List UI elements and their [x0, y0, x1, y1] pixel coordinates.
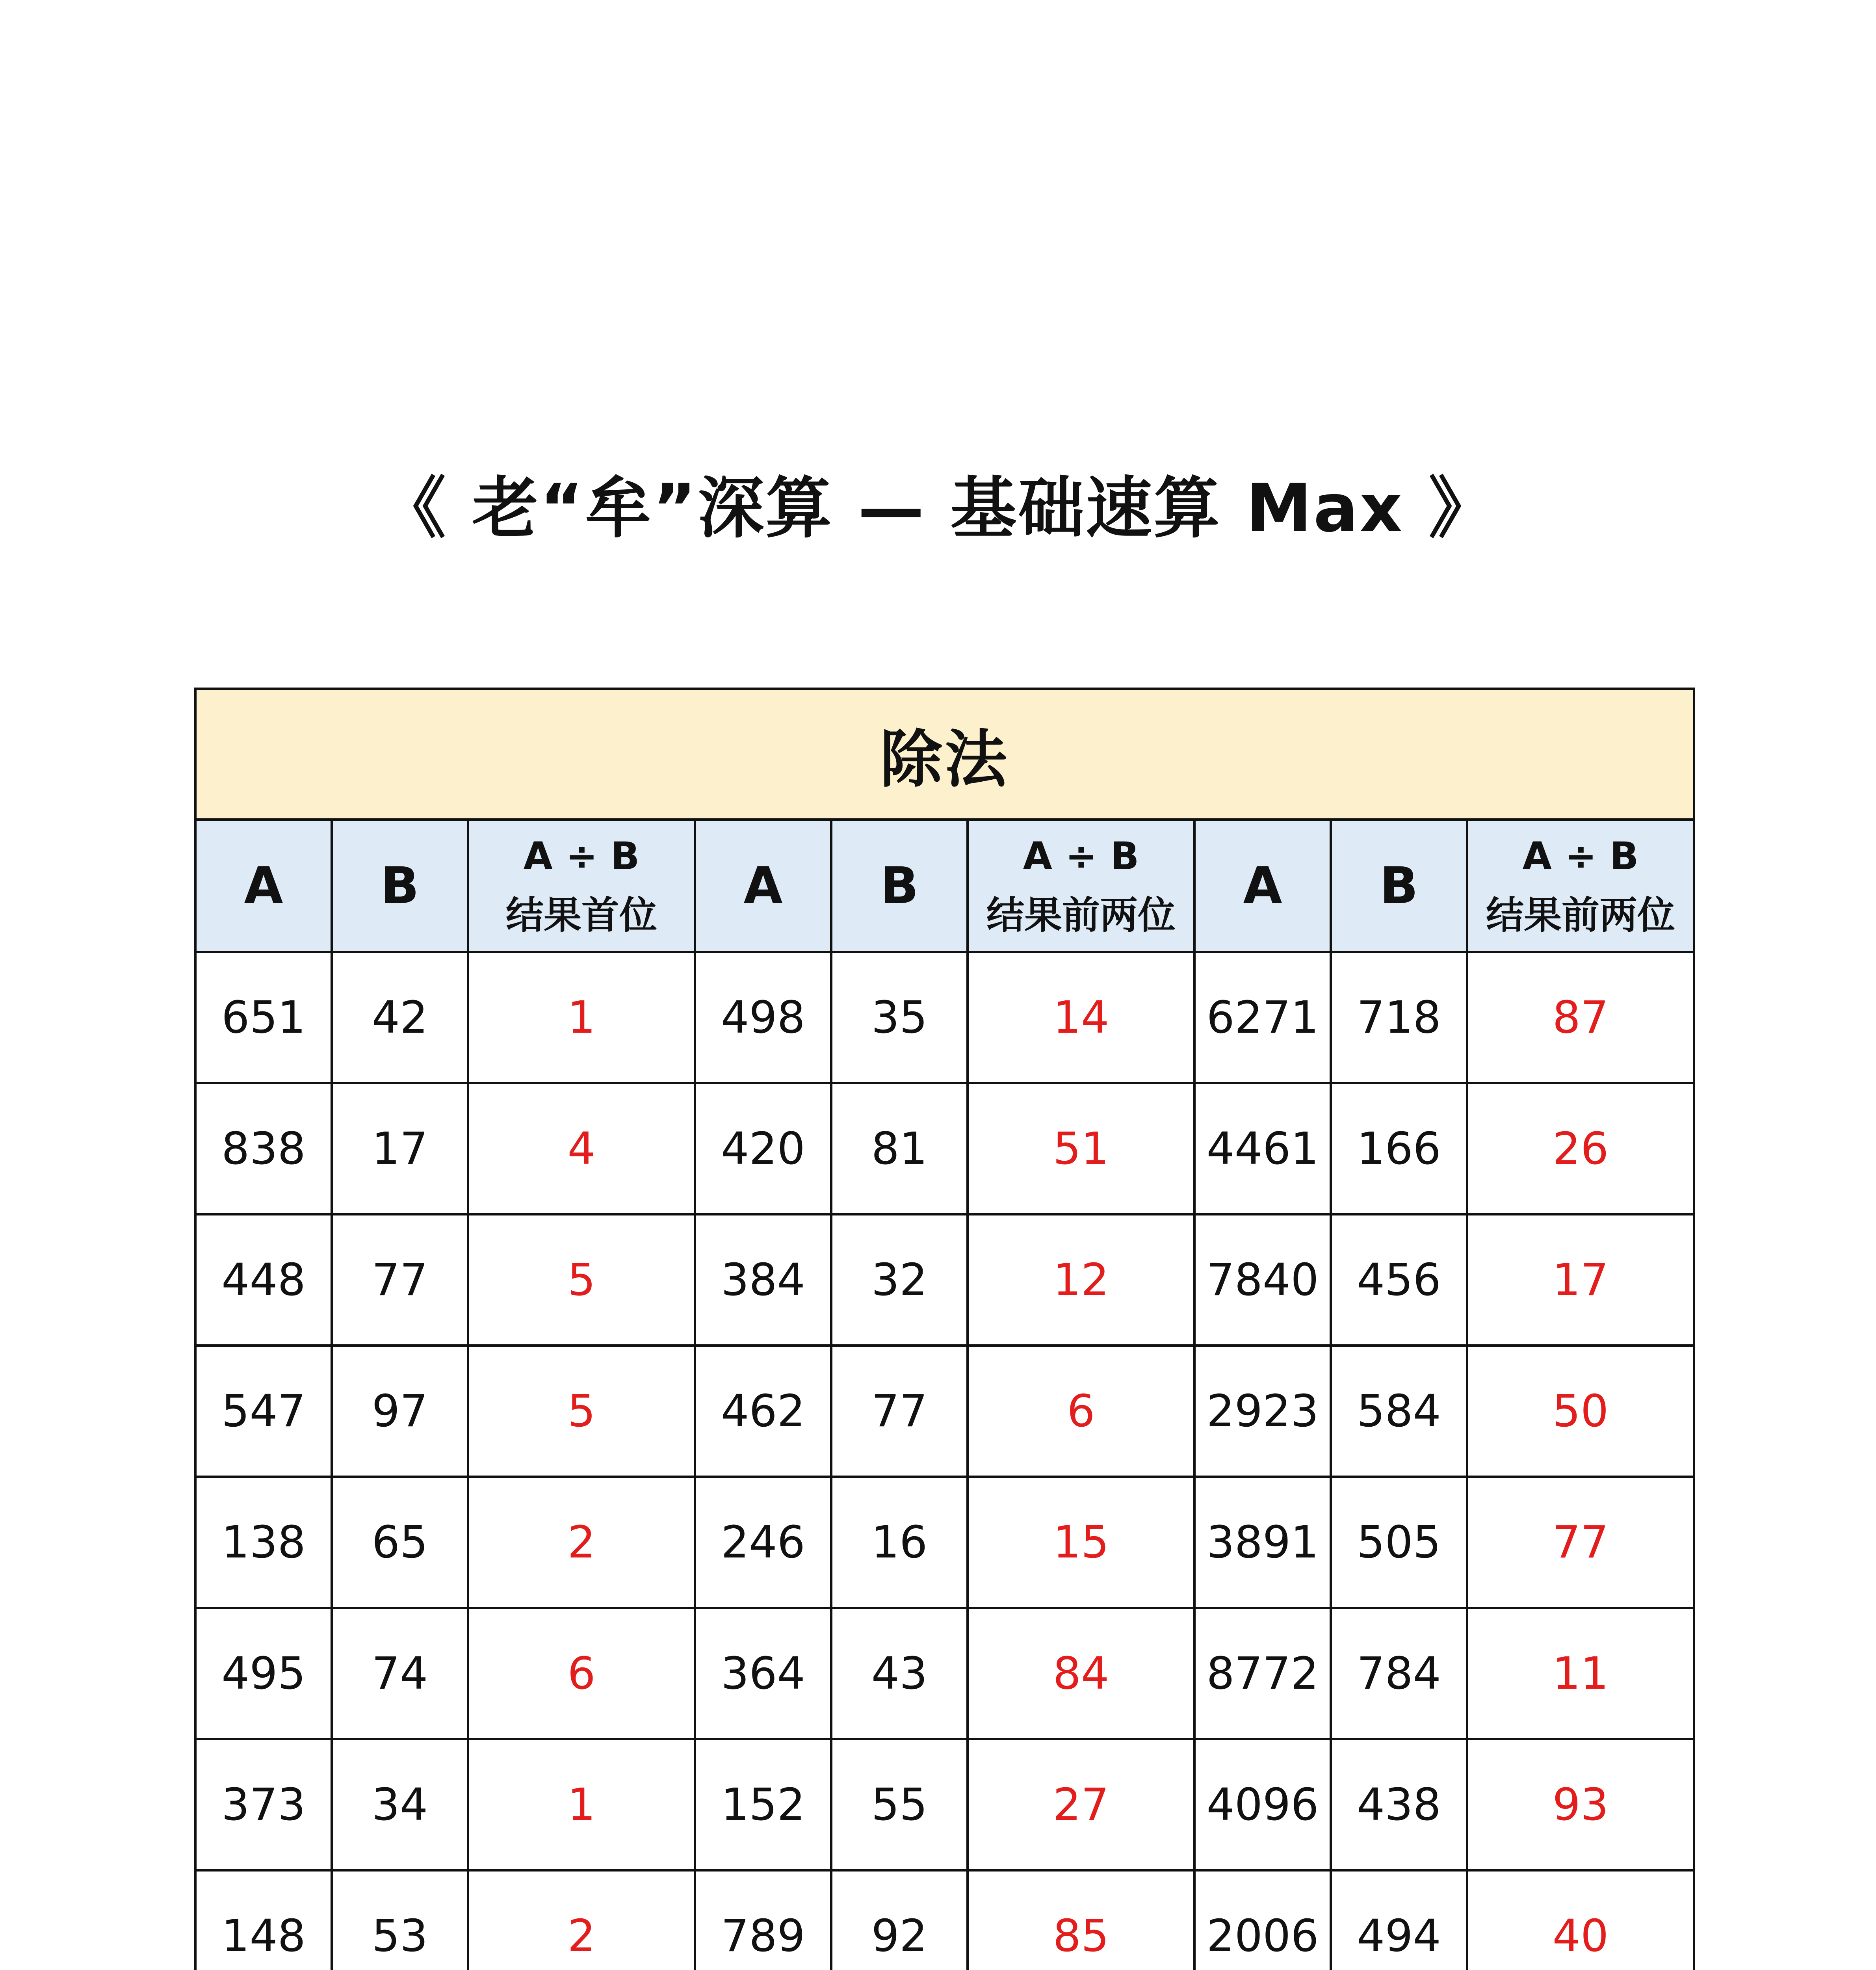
divisor-cell: 97 [332, 1346, 468, 1477]
divisor-cell: 505 [1331, 1477, 1467, 1608]
column-header-result [968, 820, 1194, 952]
divisor-cell: 81 [831, 1083, 968, 1214]
dividend-cell: 364 [695, 1608, 831, 1739]
column-header-a: A [195, 820, 332, 952]
answer-cell: 93 [1467, 1739, 1694, 1870]
dividend-cell: 498 [695, 952, 831, 1083]
column-header-b: B [831, 820, 968, 952]
answer-cell: 17 [1467, 1214, 1694, 1346]
divisor-cell: 35 [831, 952, 968, 1083]
answer-cell: 1 [468, 952, 695, 1083]
divisor-cell: 784 [1331, 1608, 1467, 1739]
table-row [195, 952, 1694, 1083]
answer-cell: 84 [968, 1608, 1194, 1739]
answer-cell: 51 [968, 1083, 1194, 1214]
answer-cell: 50 [1467, 1346, 1694, 1477]
column-header-row [195, 820, 1694, 952]
answer-cell: 14 [968, 952, 1194, 1083]
column-header-b: B [1331, 820, 1467, 952]
table-row [195, 1870, 1694, 1970]
division-worksheet-table [194, 688, 1695, 1970]
answer-cell: 2 [468, 1477, 695, 1608]
answer-cell: 6 [968, 1346, 1194, 1477]
dividend-cell: 4461 [1194, 1083, 1331, 1214]
page-title: 《 老“牟”深算 — 基础速算 Max 》 [379, 470, 1497, 547]
dividend-cell: 373 [195, 1739, 332, 1870]
column-header-result [468, 820, 695, 952]
answer-cell: 40 [1467, 1870, 1694, 1970]
divisor-cell: 55 [831, 1739, 968, 1870]
dividend-cell: 420 [695, 1083, 831, 1214]
divisor-cell: 166 [1331, 1083, 1467, 1214]
divisor-cell: 17 [332, 1083, 468, 1214]
dividend-cell: 148 [195, 1870, 332, 1970]
divisor-cell: 43 [831, 1608, 968, 1739]
divisor-cell: 92 [831, 1870, 968, 1970]
divisor-cell: 584 [1331, 1346, 1467, 1477]
answer-cell: 27 [968, 1739, 1194, 1870]
divisor-cell: 77 [332, 1214, 468, 1346]
column-header-b: B [332, 820, 468, 952]
answer-cell: 5 [468, 1214, 695, 1346]
result-header-formula: A ÷ B [1023, 834, 1139, 878]
dividend-cell: 4096 [1194, 1739, 1331, 1870]
dividend-cell: 462 [695, 1346, 831, 1477]
dividend-cell: 7840 [1194, 1214, 1331, 1346]
table-row [195, 1739, 1694, 1870]
dividend-cell: 495 [195, 1608, 332, 1739]
dividend-cell: 384 [695, 1214, 831, 1346]
divisor-cell: 16 [831, 1477, 968, 1608]
dividend-cell: 8772 [1194, 1608, 1331, 1739]
table-row [195, 1346, 1694, 1477]
answer-cell: 2 [468, 1870, 695, 1970]
table-row [195, 1083, 1694, 1214]
divisor-cell: 718 [1331, 952, 1467, 1083]
dividend-cell: 3891 [1194, 1477, 1331, 1608]
answer-cell: 5 [468, 1346, 695, 1477]
divisor-cell: 77 [831, 1346, 968, 1477]
column-header-a: A [1194, 820, 1331, 952]
divisor-cell: 34 [332, 1739, 468, 1870]
dividend-cell: 838 [195, 1083, 332, 1214]
table-row [195, 1214, 1694, 1346]
table-row [195, 1608, 1694, 1739]
dividend-cell: 6271 [1194, 952, 1331, 1083]
result-header-formula: A ÷ B [523, 834, 640, 878]
dividend-cell: 152 [695, 1739, 831, 1870]
dividend-cell: 547 [195, 1346, 332, 1477]
divisor-cell: 494 [1331, 1870, 1467, 1970]
divisor-cell: 438 [1331, 1739, 1467, 1870]
answer-cell: 15 [968, 1477, 1194, 1608]
divisor-cell: 456 [1331, 1214, 1467, 1346]
divisor-cell: 53 [332, 1870, 468, 1970]
section-title: 除法 [195, 689, 1694, 820]
answer-cell: 11 [1467, 1608, 1694, 1739]
column-header-result [1467, 820, 1694, 952]
answer-cell: 1 [468, 1739, 695, 1870]
divisor-cell: 74 [332, 1608, 468, 1739]
answer-cell: 12 [968, 1214, 1194, 1346]
divisor-cell: 65 [332, 1477, 468, 1608]
divisor-cell: 42 [332, 952, 468, 1083]
answer-cell: 26 [1467, 1083, 1694, 1214]
answer-cell: 4 [468, 1083, 695, 1214]
result-header-label: 结果前两位 [1486, 893, 1675, 937]
dividend-cell: 651 [195, 952, 332, 1083]
dividend-cell: 448 [195, 1214, 332, 1346]
divisor-cell: 32 [831, 1214, 968, 1346]
result-header-formula: A ÷ B [1522, 834, 1639, 878]
result-header-label: 结果首位 [506, 893, 657, 937]
column-header-a: A [695, 820, 831, 952]
answer-cell: 77 [1467, 1477, 1694, 1608]
section-title-row [195, 689, 1694, 820]
dividend-cell: 789 [695, 1870, 831, 1970]
answer-cell: 6 [468, 1608, 695, 1739]
dividend-cell: 138 [195, 1477, 332, 1608]
result-header-label: 结果前两位 [986, 893, 1176, 937]
answer-cell: 85 [968, 1870, 1194, 1970]
dividend-cell: 246 [695, 1477, 831, 1608]
table-row [195, 1477, 1694, 1608]
answer-cell: 87 [1467, 952, 1694, 1083]
dividend-cell: 2923 [1194, 1346, 1331, 1477]
dividend-cell: 2006 [1194, 1870, 1331, 1970]
problem-rows [195, 952, 1694, 1970]
